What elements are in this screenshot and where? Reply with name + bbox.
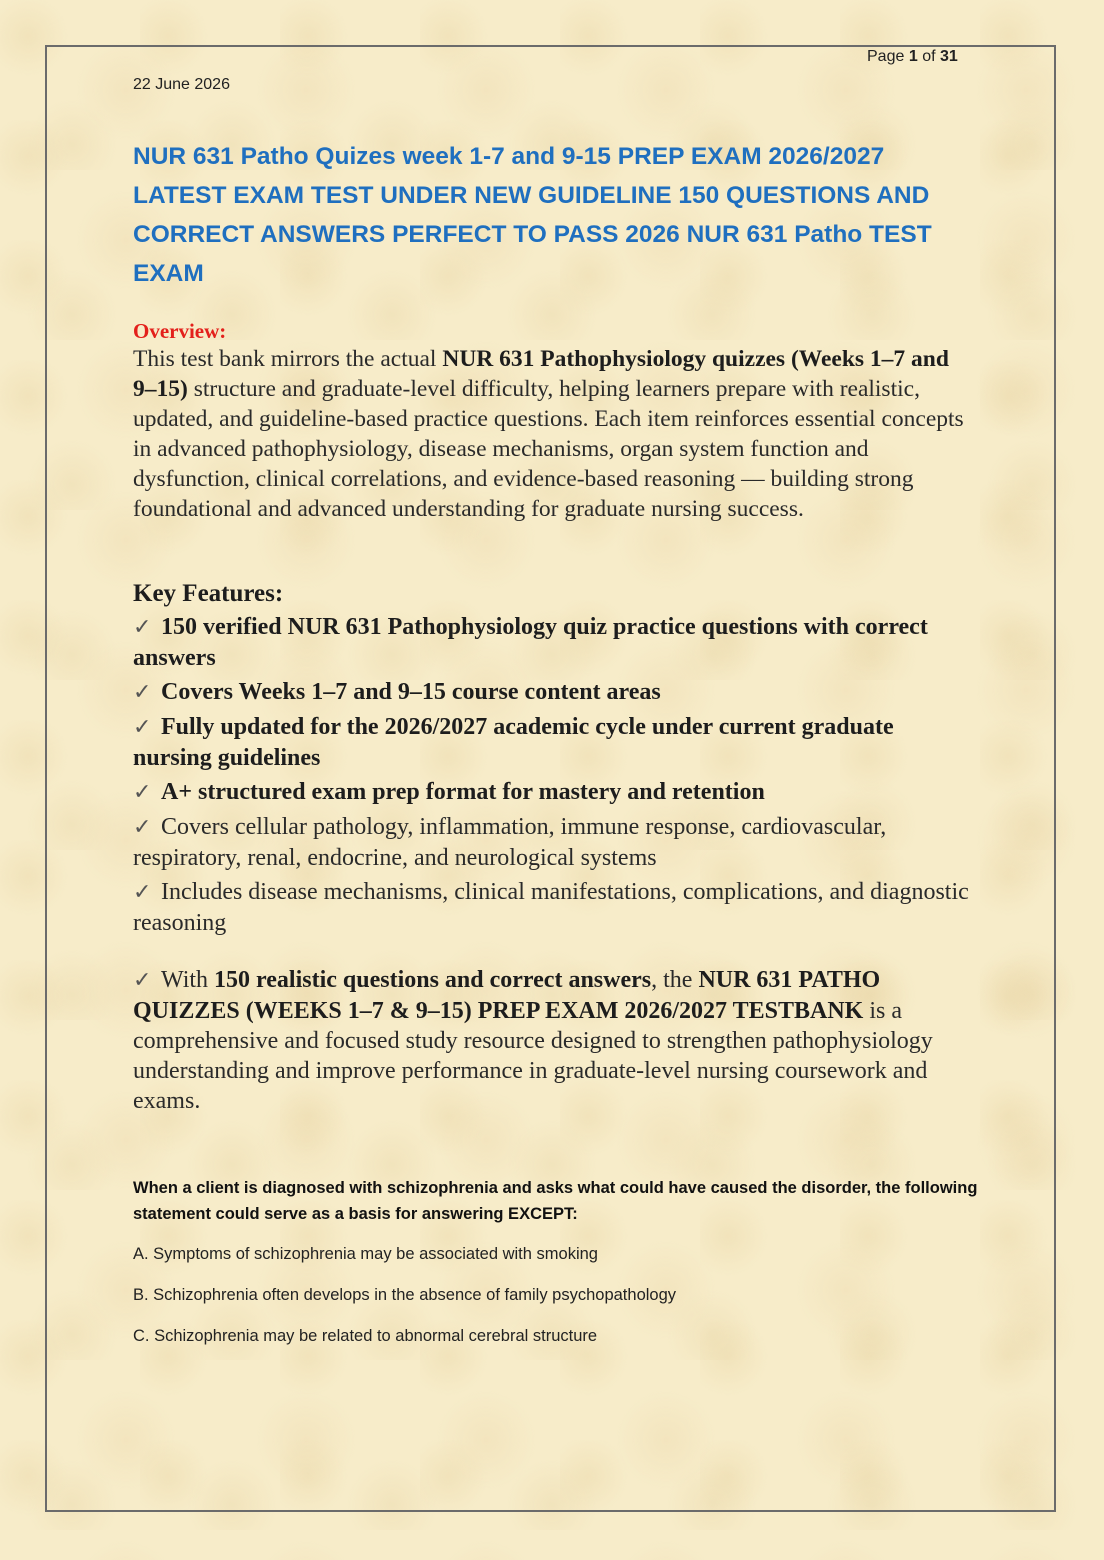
feature-item	[133, 812, 978, 873]
check-mark-icon: ✓	[133, 615, 152, 640]
question-block	[133, 1175, 983, 1366]
overview-text-b: structure and graduate-level difficulty, helping learners prepare with realistic, updated, and guideline-based practice questions. Each item reinforces essential concepts in advanced pathophysiology, disease mechanisms, organ system function and dysfunction, clinical correlations, and evidence-based reasoning — building strong foundational and advanced understanding for graduate nursing success.	[133, 376, 964, 522]
answer-option-c: C. Schizophrenia may be related to abnormal cerebral structure	[133, 1327, 598, 1345]
feature-text: 150 verified NUR 631 Pathophysiology quiz practice questions with correct answers	[133, 614, 928, 671]
check-mark-icon: ✓	[133, 968, 152, 993]
answer-option-b: B. Schizophrenia often develops in the absence of family psychopathology	[133, 1286, 677, 1304]
page-total: 31	[939, 48, 958, 65]
page-label: Page	[867, 48, 905, 65]
feature-item	[133, 612, 978, 673]
key-features-heading: Key Features:	[133, 580, 284, 607]
document-title: NUR 631 Patho Quizes week 1-7 and 9-15 PREP EXAM 2026/2027 LATEST EXAM TEST UNDER NEW GUIDELINE 150 QUESTIONS AND CORRECT ANSWERS PERFECT TO PASS 2026 NUR 631 Patho TEST EXAM	[133, 143, 932, 287]
check-mark-icon: ✓	[133, 815, 152, 840]
feature-text: Covers cellular pathology, inflammation, immune response, cardiovascular, respiratory, renal, endocrine, and neurological systems	[133, 814, 887, 871]
summary-paragraph	[133, 965, 978, 1116]
feature-text: Covers Weeks 1–7 and 9–15 course content areas	[161, 679, 661, 705]
check-mark-icon: ✓	[133, 880, 152, 905]
key-features-section	[133, 578, 978, 942]
summary-text-a: With	[161, 967, 215, 993]
overview-section	[133, 318, 978, 524]
document-date: 22 June 2026	[133, 76, 230, 93]
answer-option-a: A. Symptoms of schizophrenia may be associated with smoking	[133, 1245, 598, 1263]
check-mark-icon: ✓	[133, 680, 152, 705]
summary-text-b: , the	[651, 967, 699, 993]
page-current: 1	[908, 48, 918, 65]
overview-bold-course: NUR 631 Pathophysiology quizzes (Weeks 1–7 and 9–15)	[133, 346, 949, 402]
summary-text-c: is a comprehensive and focused study resource designed to strengthen pathophysiology understanding and improve performance in graduate-level nursing coursework and exams.	[133, 998, 933, 1114]
summary-bold-count: 150 realistic questions and correct answers	[214, 967, 652, 993]
question-stem: When a client is diagnosed with schizophrenia and asks what could have caused the disorder, the following statement could serve as a basis for answering EXCEPT:	[133, 1179, 978, 1223]
feature-text: Includes disease mechanisms, clinical manifestations, complications, and diagnostic reasoning	[133, 879, 969, 936]
overview-text-a: This test bank mirrors the actual	[133, 346, 443, 372]
page-of: of	[922, 48, 936, 65]
summary-bold-title: NUR 631 PATHO QUIZZES (WEEKS 1–7 & 9–15) PREP EXAM 2026/2027 TESTBANK	[133, 967, 881, 1024]
feature-item	[133, 677, 978, 708]
check-mark-icon: ✓	[133, 780, 152, 805]
overview-heading: Overview:	[133, 319, 227, 343]
feature-text: A+ structured exam prep format for mastery and retention	[161, 779, 765, 805]
feature-item	[133, 712, 978, 773]
page-number	[867, 48, 958, 66]
feature-item	[133, 777, 978, 808]
check-mark-icon: ✓	[133, 715, 152, 740]
feature-text: Fully updated for the 2026/2027 academic cycle under current graduate nursing guidelines	[133, 714, 894, 771]
feature-item	[133, 877, 978, 938]
overview-paragraph	[133, 344, 978, 524]
